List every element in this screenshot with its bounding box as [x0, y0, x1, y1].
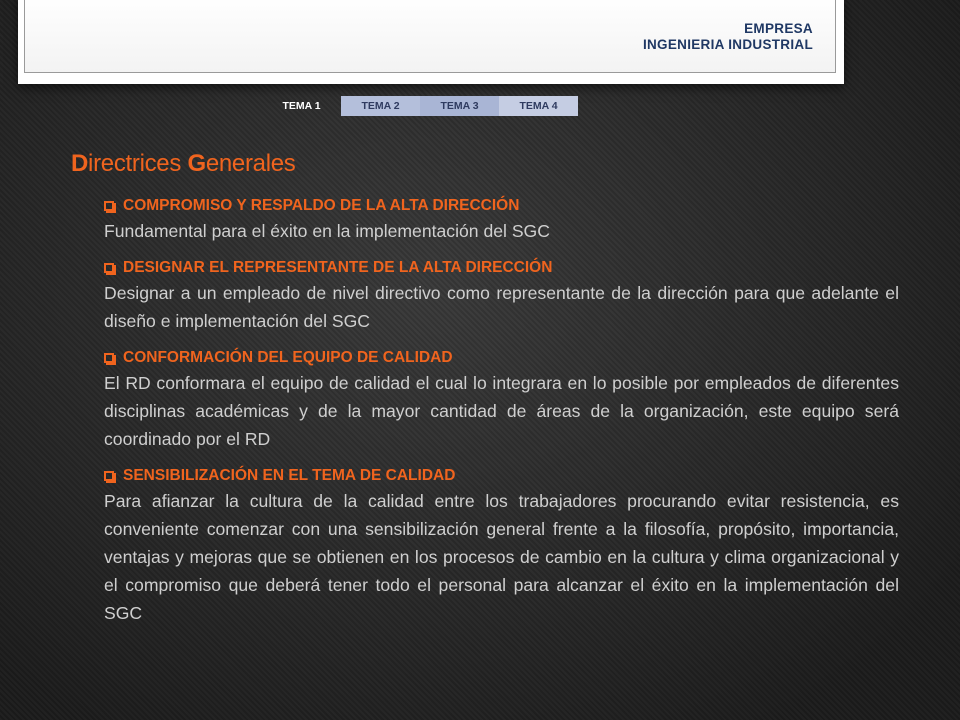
checkbox-square-icon — [104, 471, 114, 481]
company-line-1: EMPRESA — [744, 21, 813, 36]
section-heading-text: COMPROMISO Y RESPALDO DE LA ALTA DIRECCIÓN — [123, 197, 520, 214]
section-compromiso — [104, 195, 899, 245]
header-banner — [18, 0, 844, 84]
checkbox-square-icon — [104, 263, 114, 273]
checkbox-square-icon — [104, 353, 114, 363]
section-heading — [104, 347, 899, 369]
tab-tema-4[interactable]: TEMA 4 — [499, 96, 578, 116]
section-body: Para afianzar la cultura de la calidad entre los trabajadores procurando evitar resistencia, es conveniente comenzar con una sensibilización general frente a la filosofía, propósito, importancia, ventajas y mejoras que se obtienen en los procesos de cambio en la cultura y clima organizacional y el compromiso que deberá tener todo el personal para alcanzar el éxito en la implementación del SGC — [104, 491, 899, 623]
company-line-2: INGENIERIA INDUSTRIAL — [642, 37, 813, 52]
section-body: Fundamental para el éxito en la implementación del SGC — [104, 221, 550, 241]
tab-tema-2[interactable]: TEMA 2 — [341, 96, 420, 116]
section-heading-text: DESIGNAR EL REPRESENTANTE DE LA ALTA DIRECCIÓN — [123, 259, 553, 276]
section-body: El RD conformara el equipo de calidad el cual lo integrara en lo posible por empleados de diferentes disciplinas académicas y de la mayor cantidad de áreas de la organización, este equipo será coordinado por el RD — [104, 373, 899, 449]
section-body: Designar a un empleado de nivel directivo como representante de la dirección para que adelante el diseño e implementación del SGC — [104, 283, 899, 331]
company-name — [643, 21, 813, 53]
section-equipo-calidad — [104, 347, 899, 453]
header-panel — [24, 0, 836, 73]
page-title — [71, 150, 295, 178]
section-sensibilizacion — [104, 465, 899, 627]
section-heading — [104, 257, 899, 279]
section-heading-text: CONFORMACIÓN DEL EQUIPO DE CALIDAD — [123, 349, 453, 366]
tab-tema-1[interactable]: TEMA 1 — [282, 100, 321, 112]
tab-bar — [262, 96, 578, 116]
title-initial-d: D — [71, 150, 89, 177]
checkbox-square-icon — [104, 201, 114, 211]
section-representante — [104, 257, 899, 335]
tab-tema-3[interactable]: TEMA 3 — [420, 96, 499, 116]
title-initial-g: G — [187, 150, 206, 177]
title-word-2: enerales — [205, 150, 296, 177]
section-heading — [104, 195, 899, 217]
content-area — [104, 195, 899, 639]
title-word-1: irectrices — [88, 150, 188, 177]
section-heading — [104, 465, 899, 487]
section-heading-text: SENSIBILIZACIÓN EN EL TEMA DE CALIDAD — [123, 467, 456, 484]
